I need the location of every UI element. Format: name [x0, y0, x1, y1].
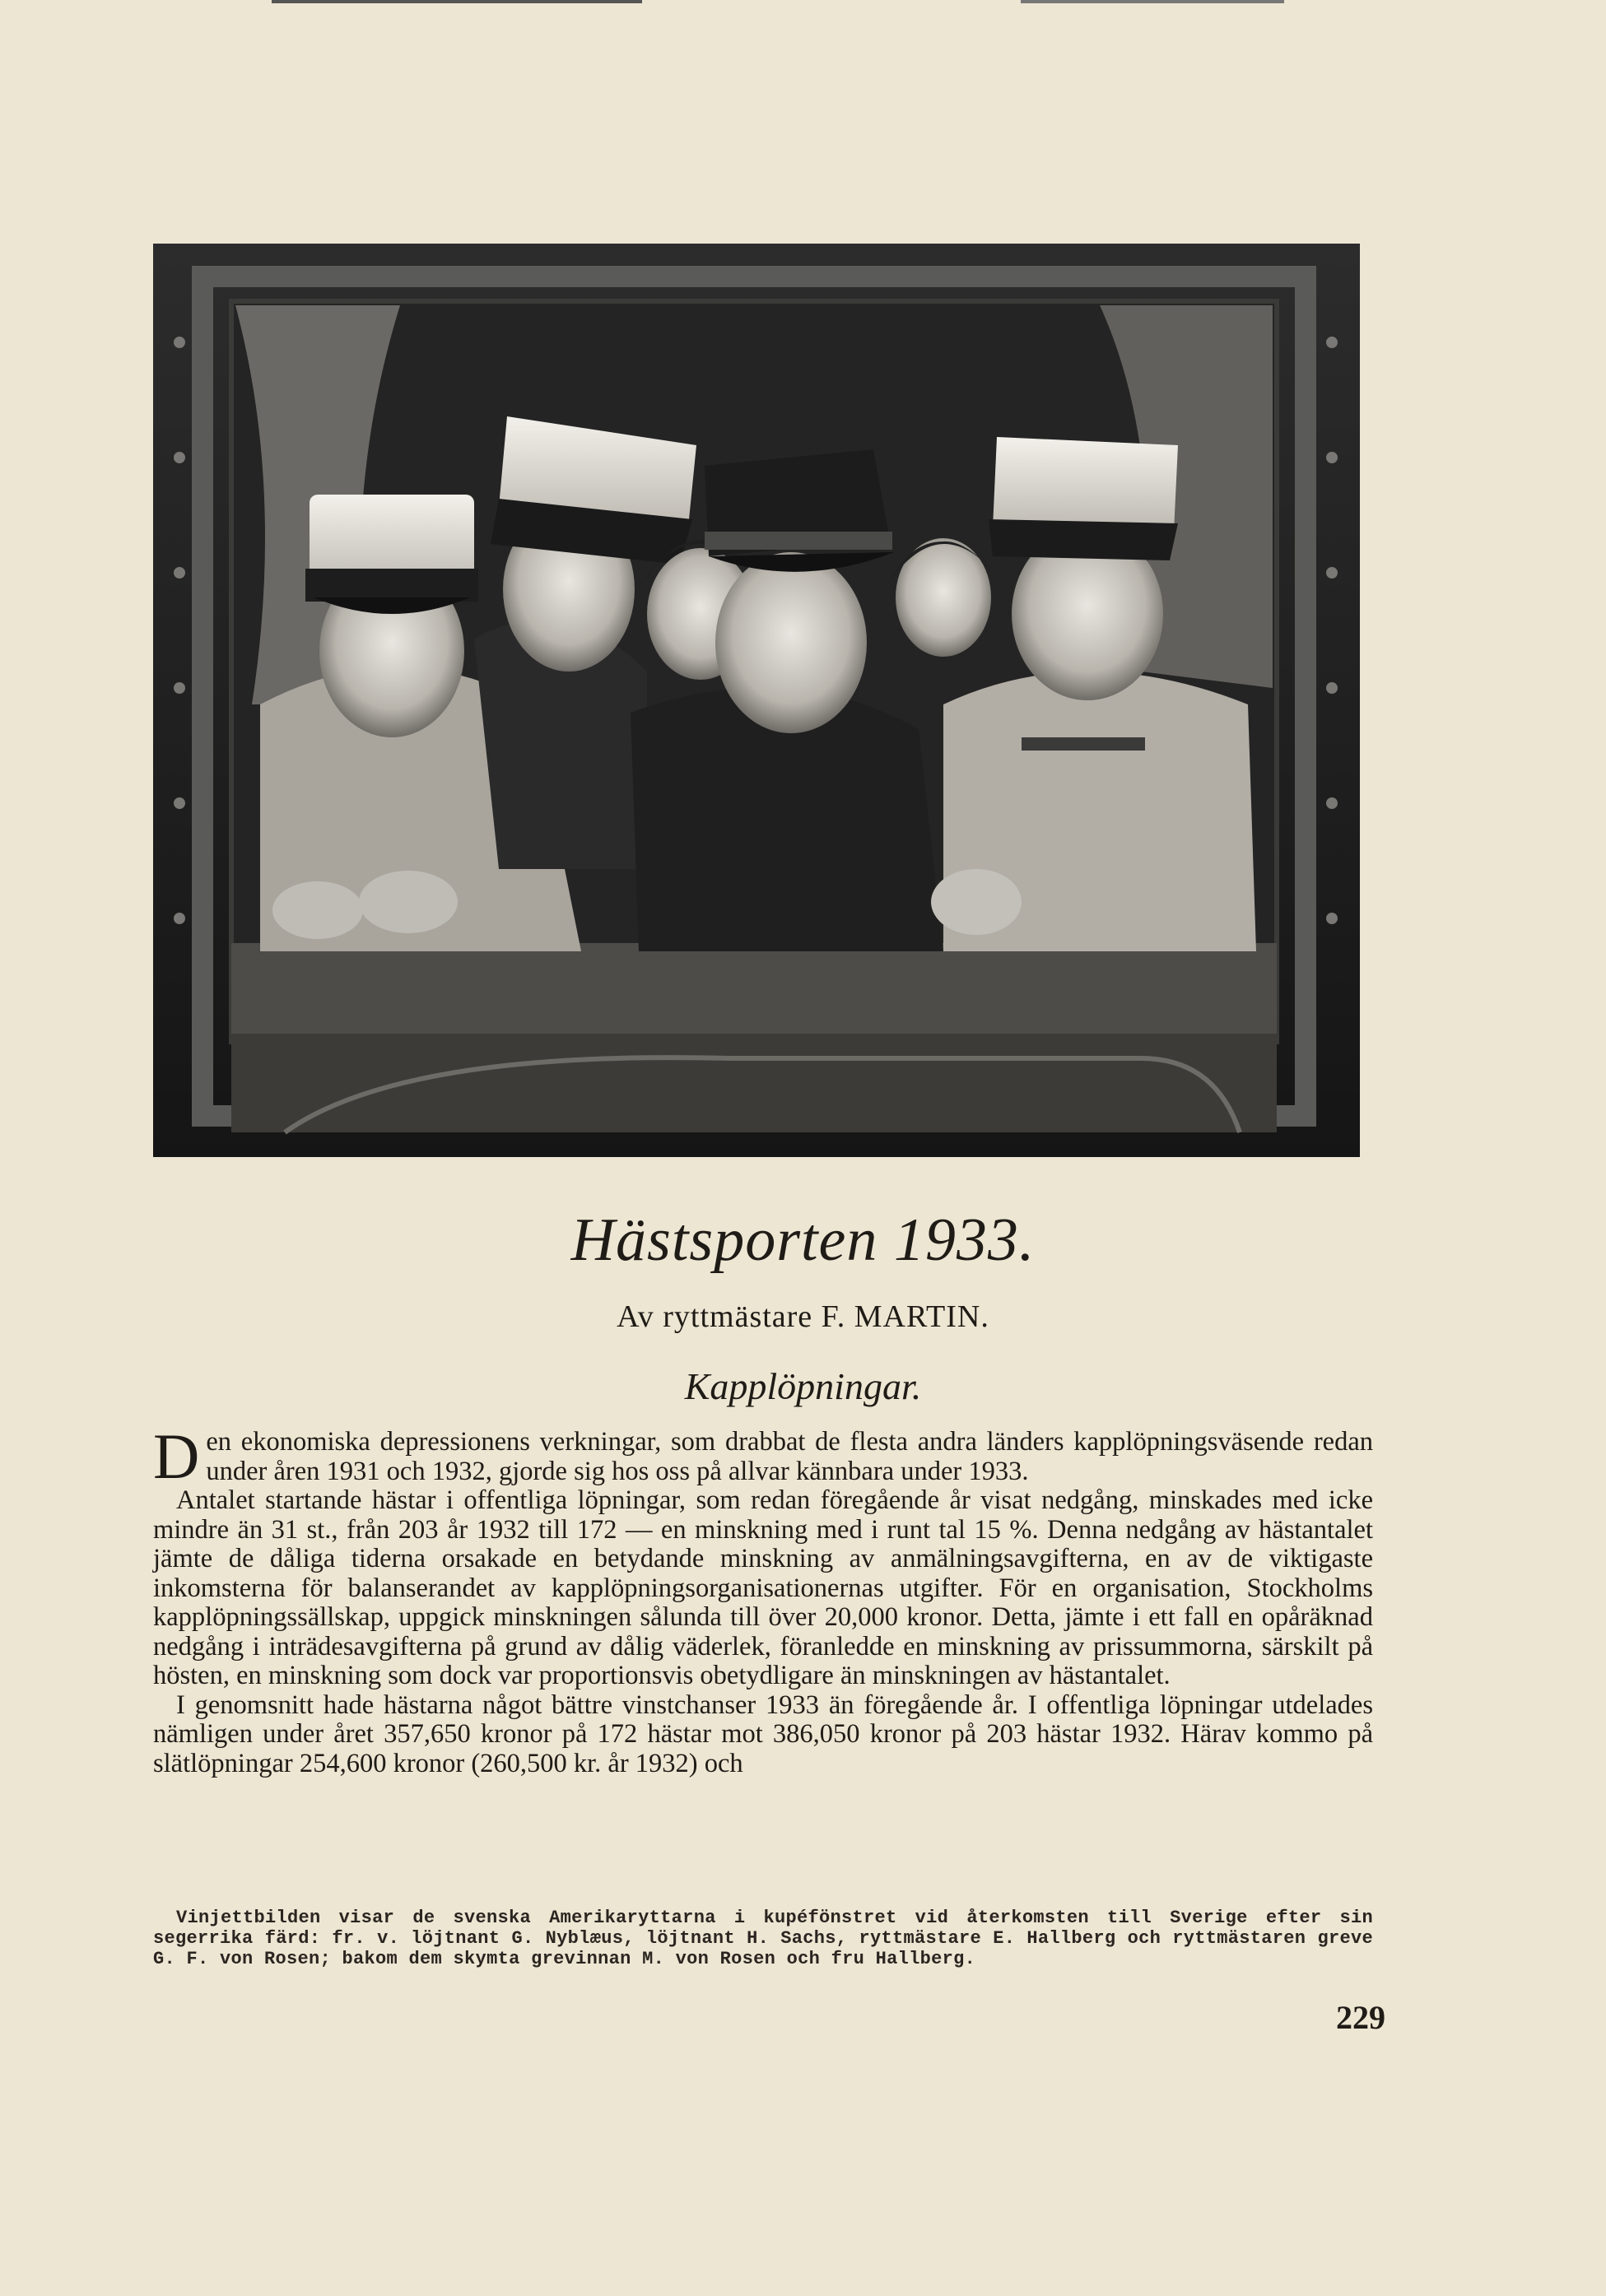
article-body	[153, 1420, 1373, 1778]
vignette-photo	[153, 244, 1360, 1157]
paragraph-winnings: I genomsnitt hade hästarna något bättre vinstchanser 1933 än föregående år. I offentliga löpningar utdelades nämligen under året 357,650 kronor på 172 hästar mot 386,050 kronor på 203 hästar 1932. Härav kommo på slätlöpningar 254,600 kronor (260,500 kr. år 1932) och	[153, 1689, 1373, 1778]
photo-caption-text: Vinjettbilden visar de svenska Amerikaryttarna i kupéfönstret vid återkomsten till Sverige efter sin segerrika färd: fr. v. löjtnant G. Nyblæus, löjtnant H. Sachs, ryttmästare E. Hallberg och ryttmästaren greve G. F. von Rosen; bakom dem skymta grevinnan M. von Rosen och fru Hallberg.	[153, 1908, 1373, 1969]
paragraph-horse-count: Antalet startande hästar i offentliga löpningar, som redan föregående år visat nedgång, minskades med icke mindre än 31 st., från 203 år 1932 till 172 — en minskning med i runt tal 15 %. Denna nedgång av hästantalet jämte de dåliga tiderna orsakade en betydande minskning av anmälningsavgifterna, en av de viktigaste inkomsterna för balanserandet av kapplöpningsorganisationernas utgifter. För en organisation, Stockholms kapplöpningssällskap, uppgick minskningen sålunda till över 20,000 kronor. Detta, jämte i ett fall en opåräknad nedgång i inträdesavgifterna på grund av dålig väderlek, föranledde en minskning av prissummorna, särskilt på hösten, en minskning som dock var proportionsvis obetydligare än minskningen av hästantalet.	[153, 1485, 1373, 1690]
section-heading: Kapplöpningar.	[684, 1365, 922, 1407]
article-title: Hästsporten 1933.	[570, 1206, 1036, 1274]
scan-edge	[0, 0, 1606, 3]
paragraph-intro	[153, 1420, 1373, 1492]
photo-caption	[153, 1908, 1373, 1969]
train-window-photo	[153, 244, 1360, 1157]
article-byline: Av ryttmästare F. MARTIN.	[617, 1299, 989, 1334]
drop-cap: D	[153, 1420, 200, 1492]
paragraph-intro-text: en ekonomiska depressionens verkningar, som drabbat de flesta andra länders kapplöpningsväsende redan under åren 1931 och 1932, gjorde sig hos oss på allvar kännbara under 1933.	[206, 1427, 1373, 1486]
page-number: 229	[1336, 1999, 1385, 2036]
